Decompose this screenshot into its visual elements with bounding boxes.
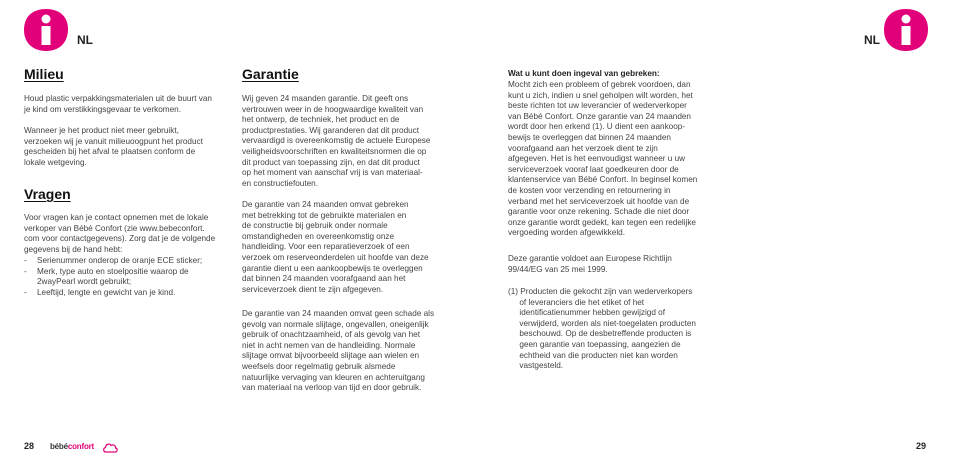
section-title-vragen: Vragen (24, 186, 71, 202)
brand-logo (50, 440, 118, 456)
info-i-icon (22, 7, 70, 53)
footnote-paragraph: (1) Producten die gekocht zijn van wederverkopers of leveranciers die het etiket of het identificatienummer hebben gewijzigd of verwijderd, worden als niet-toegelaten producten beschouwd. Op de desbetreffende producten is geen garantie van toepassing, aangezien de echtheid van die producten niet kan worden vastgesteld. (508, 287, 696, 371)
section-title-garantie: Garantie (242, 66, 299, 82)
section-title-milieu: Milieu (24, 66, 64, 82)
page-number-right: 29 (916, 441, 927, 451)
garantie-paragraph-3: De garantie van 24 maanden omvat geen schade als gevolg van normale slijtage, ongevallen, oneigenlijk gebruik of onachtzaamheid, of als gevolg van het niet in acht nemen van de handleiding. Normale slijtage omvat bijvoorbeeld slijtage aan wielen en weefsels door regelmatig gebruik alsmede natuurlijke vervaging van kleuren en achteruitgang van materiaal na verloop van tijd en door gebruik. (242, 309, 435, 393)
list-item: - Leeftijd, lengte en gewicht van je kind. (24, 288, 234, 299)
info-badge-left (22, 7, 70, 53)
list-item: - Serienummer onderop de oranje ECE sticker; (24, 256, 234, 267)
info-i-icon (882, 7, 930, 53)
vragen-list (24, 256, 234, 298)
brand-logo-text (50, 442, 94, 451)
vragen-paragraph: Voor vragen kan je contact opnemen met de lokale verkoper van Bébé Confort (zie www.bebeconfort. com voor contactgegevens). Zorg dat je de volgende gegevens bij de hand hebt: (24, 213, 216, 254)
garantie-paragraph-2: De garantie van 24 maanden omvat gebreken met betrekking tot de gebruikte materialen en de constructie bij gebruik onder normale omstandigheden en overeenkomstig onze handleiding. Voor een reparatieverzoek of een verzoek om reserveonderdelen uit hoofde van deze garantie dient u een aankoopbewijs te overleggen dat binnen 24 maanden voorafgaand aan het serviceverzoek dient te zijn afgegeven. (242, 200, 429, 294)
garantie-paragraph-1: Wij geven 24 maanden garantie. Dit geeft ons vertrouwen weer in de hoogwaardige kwaliteit van het ontwerp, de techniek, het product en de productprestaties. Wij garanderen dat dit product vervaardigd is overeenkomstig de actuele Europese veiligheidsvoorschriften en kwaliteitsnormen die op dit product van toepassing zijn, en dat dit product op het moment van aanschaf vrij is van materiaal- en constructiefouten. (242, 94, 431, 188)
milieu-paragraph-2: Wanneer je het product niet meer gebruikt, verzoeken wij je vanuit milieuoogpunt het product gescheiden bij het afval te plaatsen conform de lokale wetgeving. (24, 126, 203, 167)
milieu-paragraph-1: Houd plastic verpakkingsmaterialen uit de buurt van je kind om verstikkingsgevaar te verkomen. (24, 94, 212, 114)
defects-heading: Wat u kunt doen ingeval van gebreken: (508, 69, 660, 78)
cloud-icon (102, 440, 118, 454)
page-number-left: 28 (24, 441, 35, 451)
defects-paragraph-1: Mocht zich een probleem of gebrek voordoen, dan kunt u zich, indien u snel geholpen wilt worden, het beste richten tot uw leverancier of wederverkoper van Bébé Confort. Onze garantie van 24 maanden wordt door hen erkend (1). U dient een aankoop- bewijs te overleggen dat binnen 24 maanden voorafgaand aan het verzoek dient te zijn afgegeven. Het is het eenvoudigst wanneer u uw serviceverzoek vooraf laat goedkeuren door de klantenservice van Bébé Confort. In beginsel komen de kosten voor verzending en retournering in verband met het serviceverzoek uit hoofde van de garantie voor onze rekening. Schade die niet door onze garantie wordt gedekt, kan tegen een redelijke vergoeding worden afgewikkeld. (508, 80, 698, 238)
logo-text-bebe: bébé (50, 442, 68, 451)
info-badge-right (882, 7, 930, 53)
language-label-left: NL (77, 33, 93, 47)
list-item: - Merk, type auto en stoelpositie waarop de 2wayPearl wordt gebruikt; (24, 267, 234, 288)
logo-text-confort: confort (67, 442, 95, 451)
language-label-right: NL (864, 33, 880, 47)
directive-paragraph: Deze garantie voldoet aan Europese Richtlijn 99/44/EG van 25 mei 1999. (508, 254, 672, 274)
